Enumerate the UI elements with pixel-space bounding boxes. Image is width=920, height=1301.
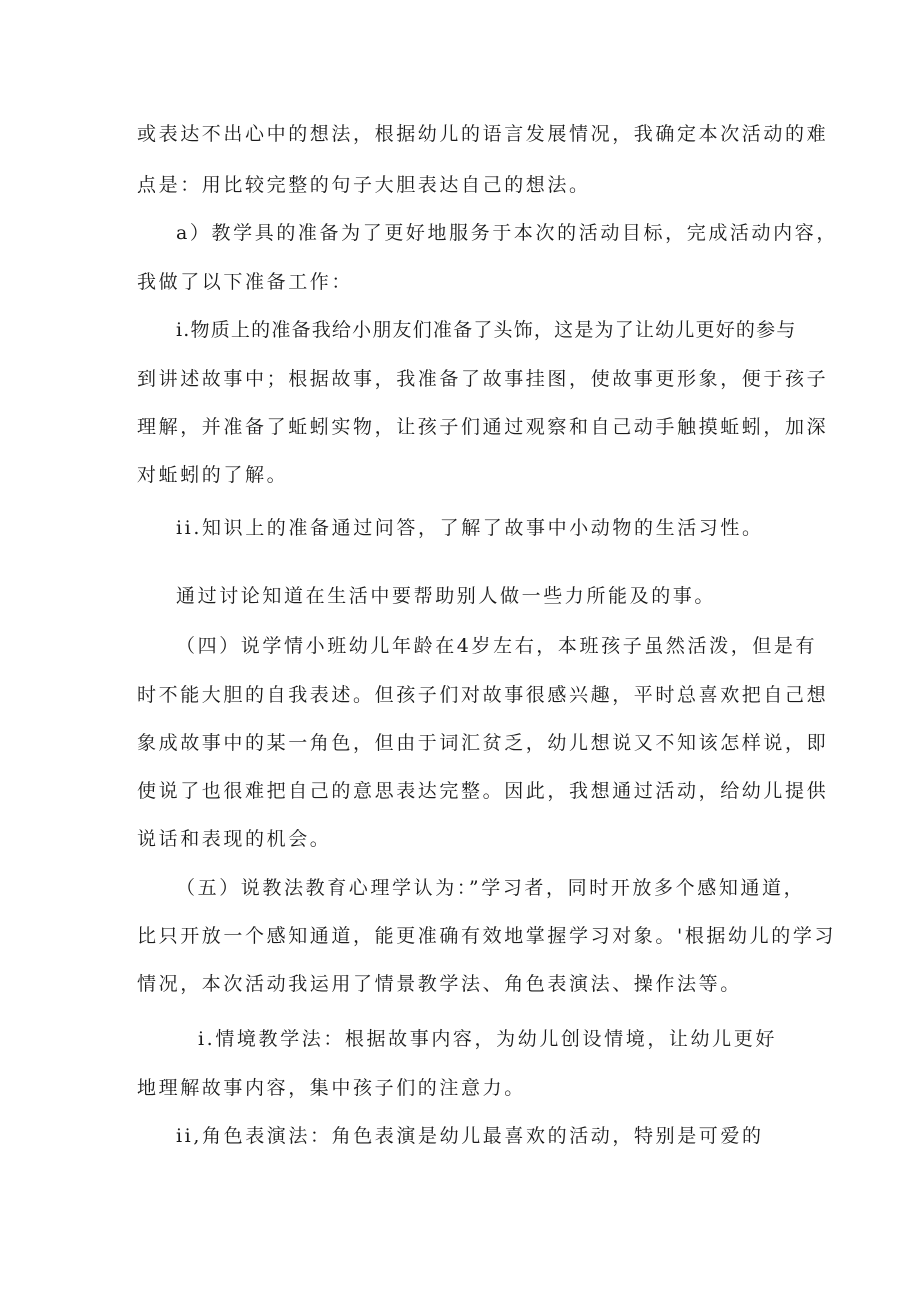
text-line: 或表达不出心中的想法，根据幼儿的语言发展情况，我确定本次活动的难 [137, 123, 829, 145]
text-line: 我做了以下准备工作： [137, 271, 354, 293]
text-line: i.物质上的准备我给小朋友们准备了头饰，这是为了让幼儿更好的参与 [176, 319, 797, 341]
text-line: ii,角色表演法：角色表演是幼儿最喜欢的活动，特别是可爱的 [176, 1125, 764, 1147]
text-line: 地理解故事内容，集中孩子们的注意力。 [137, 1077, 526, 1099]
text-line: a）教学具的准备为了更好地服务于本次的活动目标，完成活动内容， [176, 222, 838, 244]
text-line: （四）说学情小班幼儿年龄在4岁左右，本班孩子虽然活泼，但是有 [176, 635, 818, 657]
text-line: i.情境教学法：根据故事内容，为幼儿创设情境，让幼儿更好 [198, 1028, 777, 1050]
text-line: 比只开放一个感知通道，能更准确有效地掌握学习对象。'根据幼儿的学习 [137, 925, 837, 947]
text-line: （五）说教法教育心理学认为：”学习者，同时开放多个感知通道， [176, 877, 806, 899]
text-line: 情况，本次活动我运用了情景教学法、角色表演法、操作法等。 [137, 973, 742, 995]
text-line: 点是：用比较完整的句子大胆表达自己的想法。 [137, 174, 591, 196]
text-line: 到讲述故事中；根据故事，我准备了故事挂图，使故事更形象，便于孩子 [137, 368, 829, 390]
text-line: 时不能大胆的自我表述。但孩子们对故事很感兴趣，平时总喜欢把自己想 [137, 684, 829, 706]
text-line: 说话和表现的机会。 [137, 828, 332, 850]
text-line: 对蚯蚓的了解。 [137, 464, 289, 486]
text-line: 理解，并准备了蚯蚓实物，让孩子们通过观察和自己动手触摸蚯蚓，加深 [137, 416, 829, 438]
text-line: ii.知识上的准备通过问答，了解了故事中小动物的生活习性。 [176, 517, 764, 539]
text-line: 使说了也很难把自己的意思表达完整。因此，我想通过活动，给幼儿提供 [137, 780, 829, 802]
text-line: 通过讨论知道在生活中要帮助别人做一些力所能及的事。 [176, 585, 717, 607]
text-line: 象成故事中的某一角色，但由于词汇贫乏，幼儿想说又不知该怎样说，即 [137, 732, 829, 754]
